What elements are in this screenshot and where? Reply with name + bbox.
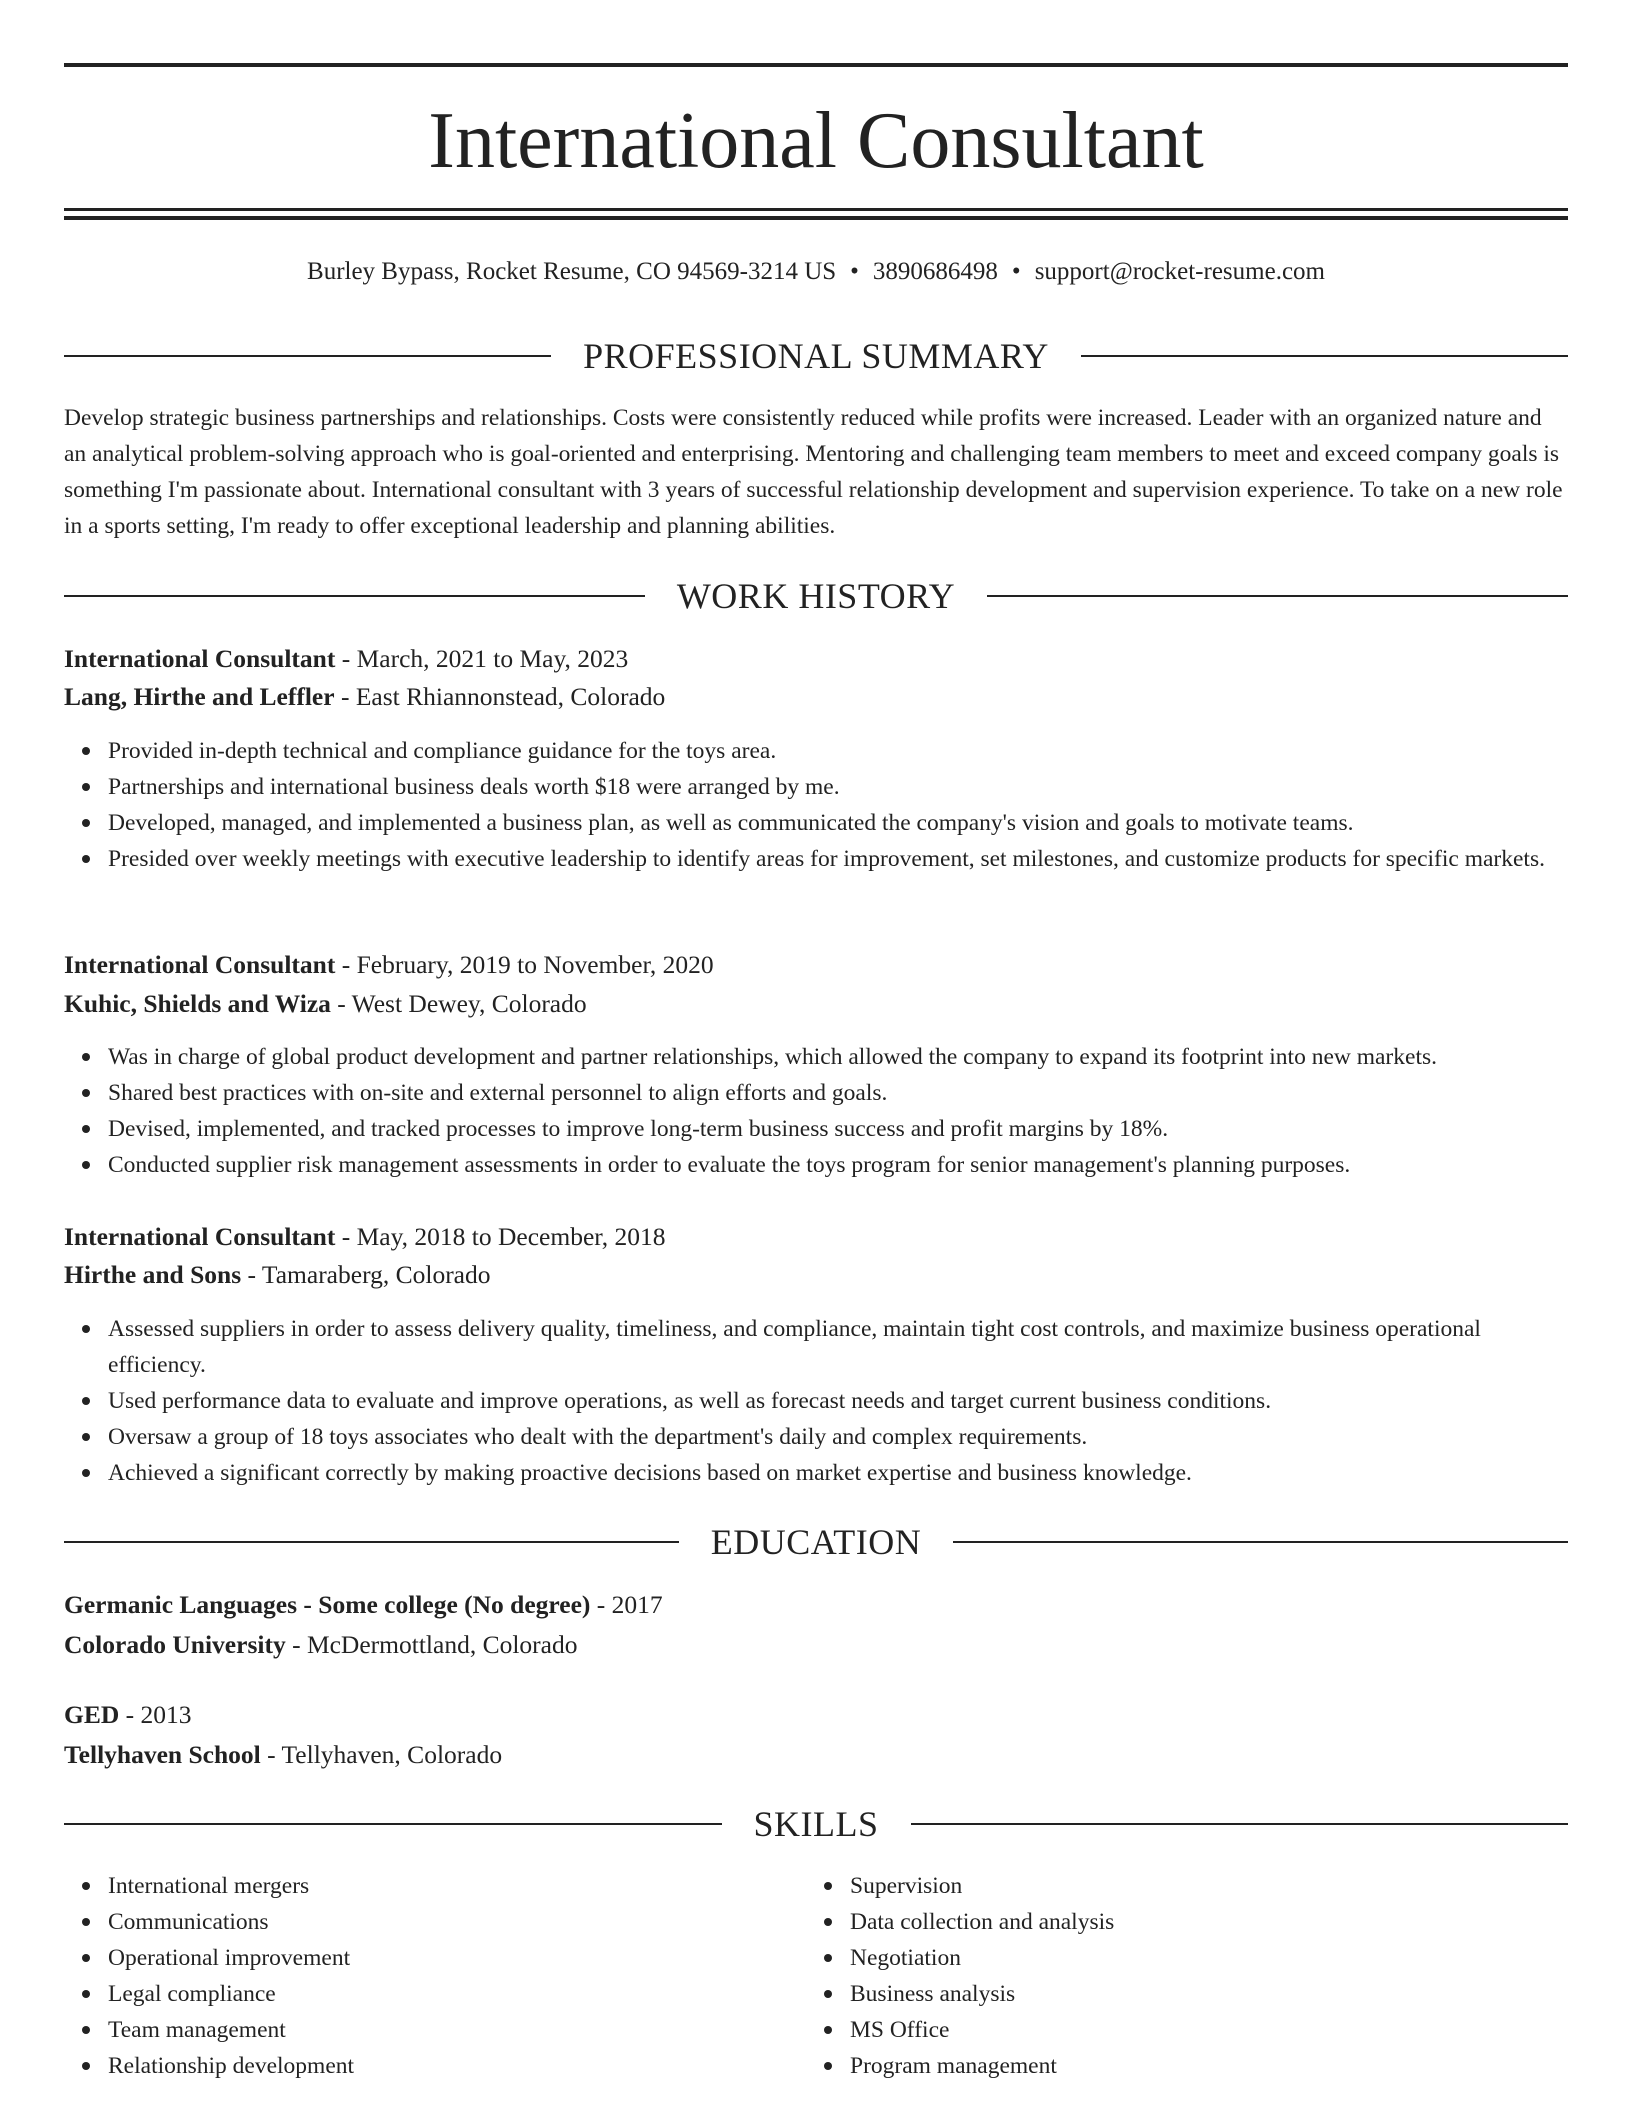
skill-item: Business analysis bbox=[850, 1976, 1632, 2012]
top-rule bbox=[64, 63, 1568, 67]
education-location: - Tellyhaven, Colorado bbox=[267, 1740, 503, 1769]
job-title: International Consultant bbox=[64, 1222, 336, 1251]
heading-rule bbox=[911, 1823, 1569, 1825]
list-item: Presided over weekly meetings with executive leadership to identify areas for improvement, set milestones, and customize products for specific markets. bbox=[108, 841, 1568, 877]
list-item: Shared best practices with on-site and external personnel to align efforts and goals. bbox=[108, 1075, 1568, 1111]
job-location: - West Dewey, Colorado bbox=[337, 989, 587, 1018]
education-school: Tellyhaven School bbox=[64, 1740, 261, 1769]
contact-email: support@rocket-resume.com bbox=[1034, 258, 1325, 285]
contact-separator: • bbox=[1011, 258, 1021, 285]
title-rule-upper bbox=[64, 208, 1568, 211]
skill-item: Supervision bbox=[850, 1868, 1632, 1904]
section-heading-label: SKILLS bbox=[753, 1804, 879, 1844]
skill-item: Operational improvement bbox=[108, 1940, 1568, 1976]
job-bullets bbox=[64, 733, 1568, 877]
skill-item: International mergers bbox=[108, 1868, 1568, 1904]
skills-list-right bbox=[806, 1868, 1632, 2084]
job-location: - East Rhiannonstead, Colorado bbox=[340, 682, 666, 711]
list-item: Was in charge of global product development and partner relationships, which allowed the company to expand its footprint into new markets. bbox=[108, 1039, 1568, 1075]
education-degree: Germanic Languages - Some college (No degree) bbox=[64, 1590, 591, 1619]
skill-item: Program management bbox=[850, 2048, 1632, 2084]
list-item: Developed, managed, and implemented a business plan, as well as communicated the company's vision and goals to motivate teams. bbox=[108, 805, 1568, 841]
contact-separator: • bbox=[850, 258, 859, 285]
heading-rule bbox=[64, 1823, 722, 1825]
heading-rule bbox=[953, 1541, 1568, 1543]
section-heading-work bbox=[64, 574, 1568, 618]
list-item: Assessed suppliers in order to assess delivery quality, timeliness, and compliance, maintain tight cost controls, and maximize business operational efficiency. bbox=[108, 1311, 1568, 1383]
heading-rule bbox=[1081, 355, 1568, 357]
resume-title: International Consultant bbox=[428, 97, 1204, 185]
skill-item: Team management bbox=[108, 2012, 1568, 2048]
skill-item: Relationship development bbox=[108, 2048, 1568, 2084]
job-title-line bbox=[64, 946, 1568, 984]
job-dates: - May, 2018 to December, 2018 bbox=[341, 1222, 666, 1251]
section-heading-skills bbox=[64, 1802, 1568, 1846]
job-title-line bbox=[64, 1218, 1568, 1256]
title-rule-lower bbox=[64, 216, 1568, 220]
heading-rule bbox=[64, 595, 645, 597]
job-company-line bbox=[64, 678, 1568, 716]
section-heading-label: PROFESSIONAL SUMMARY bbox=[583, 336, 1049, 376]
job-title: International Consultant bbox=[64, 950, 336, 979]
education-school: Colorado University bbox=[64, 1630, 286, 1659]
list-item: Oversaw a group of 18 toys associates who dealt with the department's daily and complex requirements. bbox=[108, 1419, 1568, 1455]
section-heading-summary bbox=[64, 334, 1568, 378]
job-title-line bbox=[64, 640, 1568, 678]
job-company: Hirthe and Sons bbox=[64, 1260, 242, 1289]
section-heading-education bbox=[64, 1520, 1568, 1564]
summary-text: Develop strategic business partnerships and relationships. Costs were consistently reduced while profits were increased. Leader with an organized nature and an analytical problem-solving approach who is goal-oriented and enterprising. Mentoring and challenging team members to meet and exceed company goals is something I'm passionate about. International consultant with 3 years of successful relationship development and supervision experience. To take on a new role in a sports setting, I'm ready to offer exceptional leadership and planning abilities. bbox=[64, 405, 1563, 539]
job-title: International Consultant bbox=[64, 644, 336, 673]
education-year: - 2017 bbox=[596, 1590, 663, 1619]
section-heading-label: WORK HISTORY bbox=[676, 576, 956, 616]
education-school-line bbox=[64, 1626, 1568, 1664]
education-school-line bbox=[64, 1736, 1568, 1774]
skill-item: Communications bbox=[108, 1904, 1568, 1940]
list-item: Conducted supplier risk management assessments in order to evaluate the toys program for senior management's planning purposes. bbox=[108, 1147, 1568, 1183]
job-company-line bbox=[64, 985, 1568, 1023]
heading-rule bbox=[64, 1541, 679, 1543]
education-location: - McDermottland, Colorado bbox=[292, 1630, 578, 1659]
job-bullets bbox=[64, 1311, 1568, 1491]
contact-phone: 3890686498 bbox=[872, 258, 998, 285]
contact-address: Burley Bypass, Rocket Resume, CO 94569-3214 US bbox=[307, 258, 837, 285]
heading-rule bbox=[987, 595, 1568, 597]
list-item: Used performance data to evaluate and improve operations, as well as forecast needs and target current business conditions. bbox=[108, 1383, 1568, 1419]
job-location: - Tamaraberg, Colorado bbox=[247, 1260, 491, 1289]
list-item: Provided in-depth technical and compliance guidance for the toys area. bbox=[108, 733, 1568, 769]
skill-item: Data collection and analysis bbox=[850, 1904, 1632, 1940]
list-item: Devised, implemented, and tracked processes to improve long-term business success and profit margins by 18%. bbox=[108, 1111, 1568, 1147]
skill-item: MS Office bbox=[850, 2012, 1632, 2048]
list-item: Achieved a significant correctly by making proactive decisions based on market expertise and business knowledge. bbox=[108, 1455, 1568, 1491]
skill-item: Negotiation bbox=[850, 1940, 1632, 1976]
job-dates: - February, 2019 to November, 2020 bbox=[341, 950, 714, 979]
job-company: Lang, Hirthe and Leffler bbox=[64, 682, 335, 711]
list-item: Partnerships and international business deals worth $18 were arranged by me. bbox=[108, 769, 1568, 805]
contact-line bbox=[64, 254, 1568, 290]
education-year: - 2013 bbox=[125, 1700, 192, 1729]
job-company-line bbox=[64, 1256, 1568, 1294]
job-bullets bbox=[64, 1039, 1568, 1183]
job-dates: - March, 2021 to May, 2023 bbox=[341, 644, 629, 673]
education-degree-line bbox=[64, 1696, 1568, 1734]
education-degree: GED bbox=[64, 1700, 120, 1729]
skill-item: Legal compliance bbox=[108, 1976, 1568, 2012]
section-heading-label: EDUCATION bbox=[710, 1522, 922, 1562]
education-degree-line bbox=[64, 1586, 1568, 1624]
job-company: Kuhic, Shields and Wiza bbox=[64, 989, 331, 1018]
heading-rule bbox=[64, 355, 551, 357]
